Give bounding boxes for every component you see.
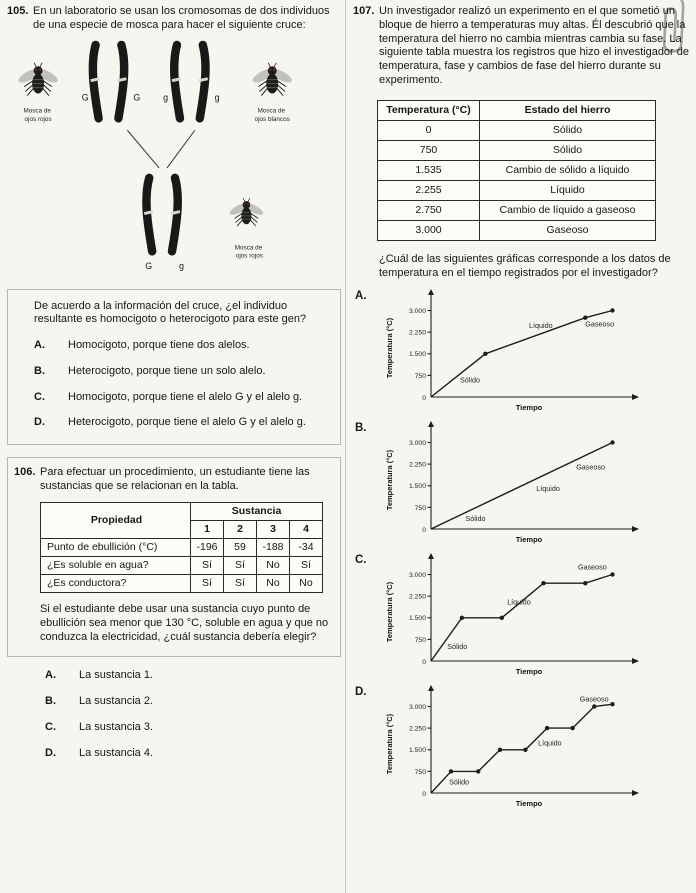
- cell: Sí: [191, 575, 224, 593]
- svg-text:750: 750: [414, 504, 426, 512]
- table-row: [378, 181, 656, 201]
- parent2-fly-icon: [251, 62, 294, 95]
- option-letter: C.: [355, 553, 367, 566]
- column-divider: [345, 0, 346, 893]
- question-106: [7, 457, 341, 766]
- chart-option-d: [355, 685, 689, 809]
- allele-label: g: [163, 91, 169, 102]
- svg-text:1.500: 1.500: [408, 483, 426, 491]
- svg-text:1.500: 1.500: [408, 615, 426, 623]
- chart-option-b: [355, 421, 689, 545]
- cell: No: [290, 575, 323, 593]
- svg-text:Temperatura (°C): Temperatura (°C): [385, 317, 394, 379]
- option-text: La sustancia 3.: [79, 720, 153, 733]
- question-intro: En un laboratorio se usan los cromosomas de dos individuos de una especie de mosca para hacer el siguiente cruce:: [33, 5, 330, 31]
- offspring-chromosome-pair: [144, 177, 180, 250]
- cell: Cambio de líquido a gaseoso: [480, 201, 656, 221]
- question-head: [353, 5, 689, 88]
- option-text: La sustancia 1.: [79, 669, 153, 682]
- cell: Gaseoso: [480, 221, 656, 241]
- question-107: [353, 5, 689, 809]
- svg-text:Sólido: Sólido: [449, 777, 470, 787]
- question-number: 106.: [14, 466, 36, 478]
- svg-text:Gaseoso: Gaseoso: [578, 562, 607, 572]
- option-row: [45, 669, 341, 683]
- fly-cross-diagram: [7, 37, 339, 287]
- svg-text:750: 750: [414, 768, 426, 776]
- question-number: 107.: [353, 5, 375, 17]
- svg-text:Sólido: Sólido: [460, 375, 480, 385]
- svg-text:1.500: 1.500: [408, 747, 426, 755]
- offspring-fly-label: Mosca de ojos rojos: [234, 243, 263, 260]
- column-header: 4: [290, 520, 323, 538]
- option-row: [34, 416, 332, 430]
- allele-label: G: [81, 91, 89, 102]
- option-letter: A.: [355, 289, 367, 302]
- temperature-line-chart-c: [383, 553, 641, 677]
- svg-text:Líquido: Líquido: [538, 738, 562, 748]
- svg-text:Sólido: Sólido: [465, 513, 486, 523]
- svg-text:Gaseoso: Gaseoso: [579, 694, 609, 704]
- question-106-box: [7, 457, 341, 657]
- column-header: 2: [224, 520, 257, 538]
- svg-text:Sólido: Sólido: [447, 641, 468, 651]
- option-letter: C.: [45, 720, 56, 733]
- row-label: ¿Es soluble en agua?: [41, 556, 191, 574]
- chromosome-icon: [144, 177, 153, 250]
- temperature-line-chart-d: [383, 685, 641, 809]
- table-row: [378, 221, 656, 241]
- svg-text:0: 0: [422, 526, 426, 534]
- column-header: Estado del hierro: [480, 100, 656, 120]
- table-row: [378, 160, 656, 180]
- option-text: Homocigoto, porque tiene dos alelos.: [68, 339, 250, 351]
- cell: Sólido: [480, 140, 656, 160]
- cell: 3.000: [378, 221, 480, 241]
- row-label: ¿Es conductora?: [41, 575, 191, 593]
- svg-text:2.250: 2.250: [408, 461, 426, 469]
- svg-text:Líquido: Líquido: [507, 597, 531, 607]
- parent1-chromosome-pair: [91, 44, 127, 117]
- table-row: [41, 538, 323, 556]
- cell: No: [257, 556, 290, 574]
- option-letter: B.: [355, 421, 367, 434]
- option-letter: D.: [45, 746, 56, 759]
- svg-text:3.000: 3.000: [408, 703, 426, 711]
- question-text: Si el estudiante debe usar una sustancia cuyo punto de ebullición sea menor que 130 °C, soluble en agua y que no conduzca la electricidad, ¿cuál sustancia debería elegir?: [40, 603, 329, 643]
- option-letter: D.: [34, 416, 45, 429]
- parent1-fly-label: Mosca de ojos rojos: [23, 106, 52, 123]
- table-corner-header: Propiedad: [41, 502, 191, 538]
- svg-text:3.000: 3.000: [408, 307, 426, 315]
- column-header: 1: [191, 520, 224, 538]
- option-text: Homocigoto, porque tiene el alelo G y el alelo g.: [68, 390, 303, 403]
- option-row: [34, 365, 332, 379]
- cell: 59: [224, 538, 257, 556]
- svg-text:750: 750: [414, 636, 426, 644]
- svg-text:Gaseoso: Gaseoso: [585, 319, 615, 329]
- question-number: 105.: [7, 5, 29, 17]
- svg-text:Tiempo: Tiempo: [515, 402, 543, 412]
- option-letter: C.: [34, 390, 45, 403]
- iron-states-table: [377, 100, 656, 242]
- option-row: [45, 721, 341, 735]
- option-text: La sustancia 4.: [79, 746, 153, 759]
- svg-text:0: 0: [422, 658, 426, 666]
- allele-label: g: [178, 260, 184, 271]
- svg-text:2.250: 2.250: [408, 329, 426, 337]
- svg-text:3.000: 3.000: [408, 439, 426, 447]
- option-row: [45, 747, 341, 761]
- option-row: [45, 695, 341, 709]
- parent1-fly-icon: [17, 62, 60, 95]
- temperature-line-chart-a: [383, 289, 641, 413]
- cell: Cambio de sólido a líquido: [480, 160, 656, 180]
- column-header: Temperatura (°C): [378, 100, 480, 120]
- question-105-prompt-box: [7, 289, 341, 446]
- allele-label: g: [214, 91, 220, 102]
- option-letter: B.: [45, 695, 56, 708]
- svg-text:750: 750: [414, 372, 426, 380]
- table-row: [41, 556, 323, 574]
- svg-text:Temperatura (°C): Temperatura (°C): [385, 713, 394, 775]
- left-column: [7, 5, 341, 766]
- svg-text:Líquido: Líquido: [536, 483, 560, 493]
- table-row: [378, 100, 656, 120]
- option-row: [34, 339, 332, 353]
- row-label: Punto de ebullición (°C): [41, 538, 191, 556]
- temperature-line-chart-b: [383, 421, 641, 545]
- question-text: ¿Cuál de las siguientes gráficas corresponde a los datos de temperatura en el tiempo registrados por el investigador?: [379, 253, 671, 280]
- cell: No: [257, 575, 290, 593]
- svg-text:Temperatura (°C): Temperatura (°C): [385, 449, 394, 511]
- svg-text:2.250: 2.250: [408, 593, 426, 601]
- cell: Sólido: [480, 120, 656, 140]
- svg-text:0: 0: [422, 394, 426, 402]
- option-text: Heterocigoto, porque tiene el alelo G y el alelo g.: [68, 416, 306, 429]
- cross-line: [127, 130, 159, 168]
- table-row: [378, 120, 656, 140]
- cell: Sí: [191, 556, 224, 574]
- table-row: [378, 201, 656, 221]
- option-text: Heterocigoto, porque tiene un solo alelo.: [68, 364, 266, 377]
- svg-text:Tiempo: Tiempo: [515, 666, 543, 676]
- svg-text:Temperatura (°C): Temperatura (°C): [385, 581, 394, 643]
- chromosome-icon: [171, 177, 180, 250]
- options-list: [27, 669, 341, 766]
- chromosome-icon: [117, 44, 126, 117]
- svg-text:1.500: 1.500: [408, 351, 426, 359]
- column-header: 3: [257, 520, 290, 538]
- substances-table: [40, 502, 323, 594]
- table-group-header: Sustancia: [191, 502, 323, 520]
- option-letter: A.: [34, 339, 45, 351]
- chart-option-c: [355, 553, 689, 677]
- chart-option-a: [355, 289, 689, 413]
- cell: 2.255: [378, 181, 480, 201]
- svg-text:Tiempo: Tiempo: [515, 534, 543, 544]
- cross-line: [167, 130, 195, 168]
- allele-label: G: [133, 91, 141, 102]
- cell: Sí: [290, 556, 323, 574]
- cell: 1.535: [378, 160, 480, 180]
- option-row: [34, 391, 332, 405]
- svg-text:2.250: 2.250: [408, 725, 426, 733]
- question-head: [7, 5, 341, 33]
- svg-text:3.000: 3.000: [408, 571, 426, 579]
- question-text: De acuerdo a la información del cruce, ¿el individuo resultante es homocigoto o heterocigoto para este gen?: [34, 299, 307, 326]
- svg-text:0: 0: [422, 790, 426, 798]
- cell: -196: [191, 538, 224, 556]
- options-list: [16, 339, 332, 430]
- option-text: La sustancia 2.: [79, 695, 153, 708]
- question-intro: Para efectuar un procedimiento, un estudiante tiene las sustancias que se relacionan en la tabla.: [40, 466, 310, 492]
- option-letter: A.: [45, 669, 56, 682]
- question-intro: Un investigador realizó un experimento en el que sometió un bloque de hierro a temperaturas muy altas. Él descubrió que la temperatura del hierro no cambia mientras cambia su fase. La siguiente tabla muestra los registros que hizo el investigador de temperatura, fase y cambios de fase del hierro durante su experimento.: [379, 5, 690, 86]
- chromosome-icon: [172, 44, 181, 117]
- cell: Líquido: [480, 181, 656, 201]
- offspring-fly-icon: [228, 198, 265, 226]
- table-row: [41, 575, 323, 593]
- chromosome-icon: [199, 44, 208, 117]
- cell: 0: [378, 120, 480, 140]
- cell: -34: [290, 538, 323, 556]
- svg-text:Líquido: Líquido: [529, 320, 553, 330]
- parent2-fly-label: Mosca de ojos blancos: [254, 106, 290, 123]
- question-head: [14, 466, 334, 494]
- option-letter: D.: [355, 685, 367, 698]
- right-column: [353, 5, 689, 815]
- svg-text:Gaseoso: Gaseoso: [576, 462, 605, 472]
- question-105: [7, 5, 341, 445]
- chromosome-icon: [91, 44, 100, 117]
- svg-text:Tiempo: Tiempo: [515, 798, 543, 808]
- allele-label: G: [145, 260, 153, 271]
- parent2-chromosome-pair: [172, 44, 208, 117]
- cell: -188: [257, 538, 290, 556]
- option-letter: B.: [34, 364, 45, 377]
- cell: Sí: [224, 556, 257, 574]
- cell: 750: [378, 140, 480, 160]
- cell: Sí: [224, 575, 257, 593]
- table-row: [378, 140, 656, 160]
- cell: 2.750: [378, 201, 480, 221]
